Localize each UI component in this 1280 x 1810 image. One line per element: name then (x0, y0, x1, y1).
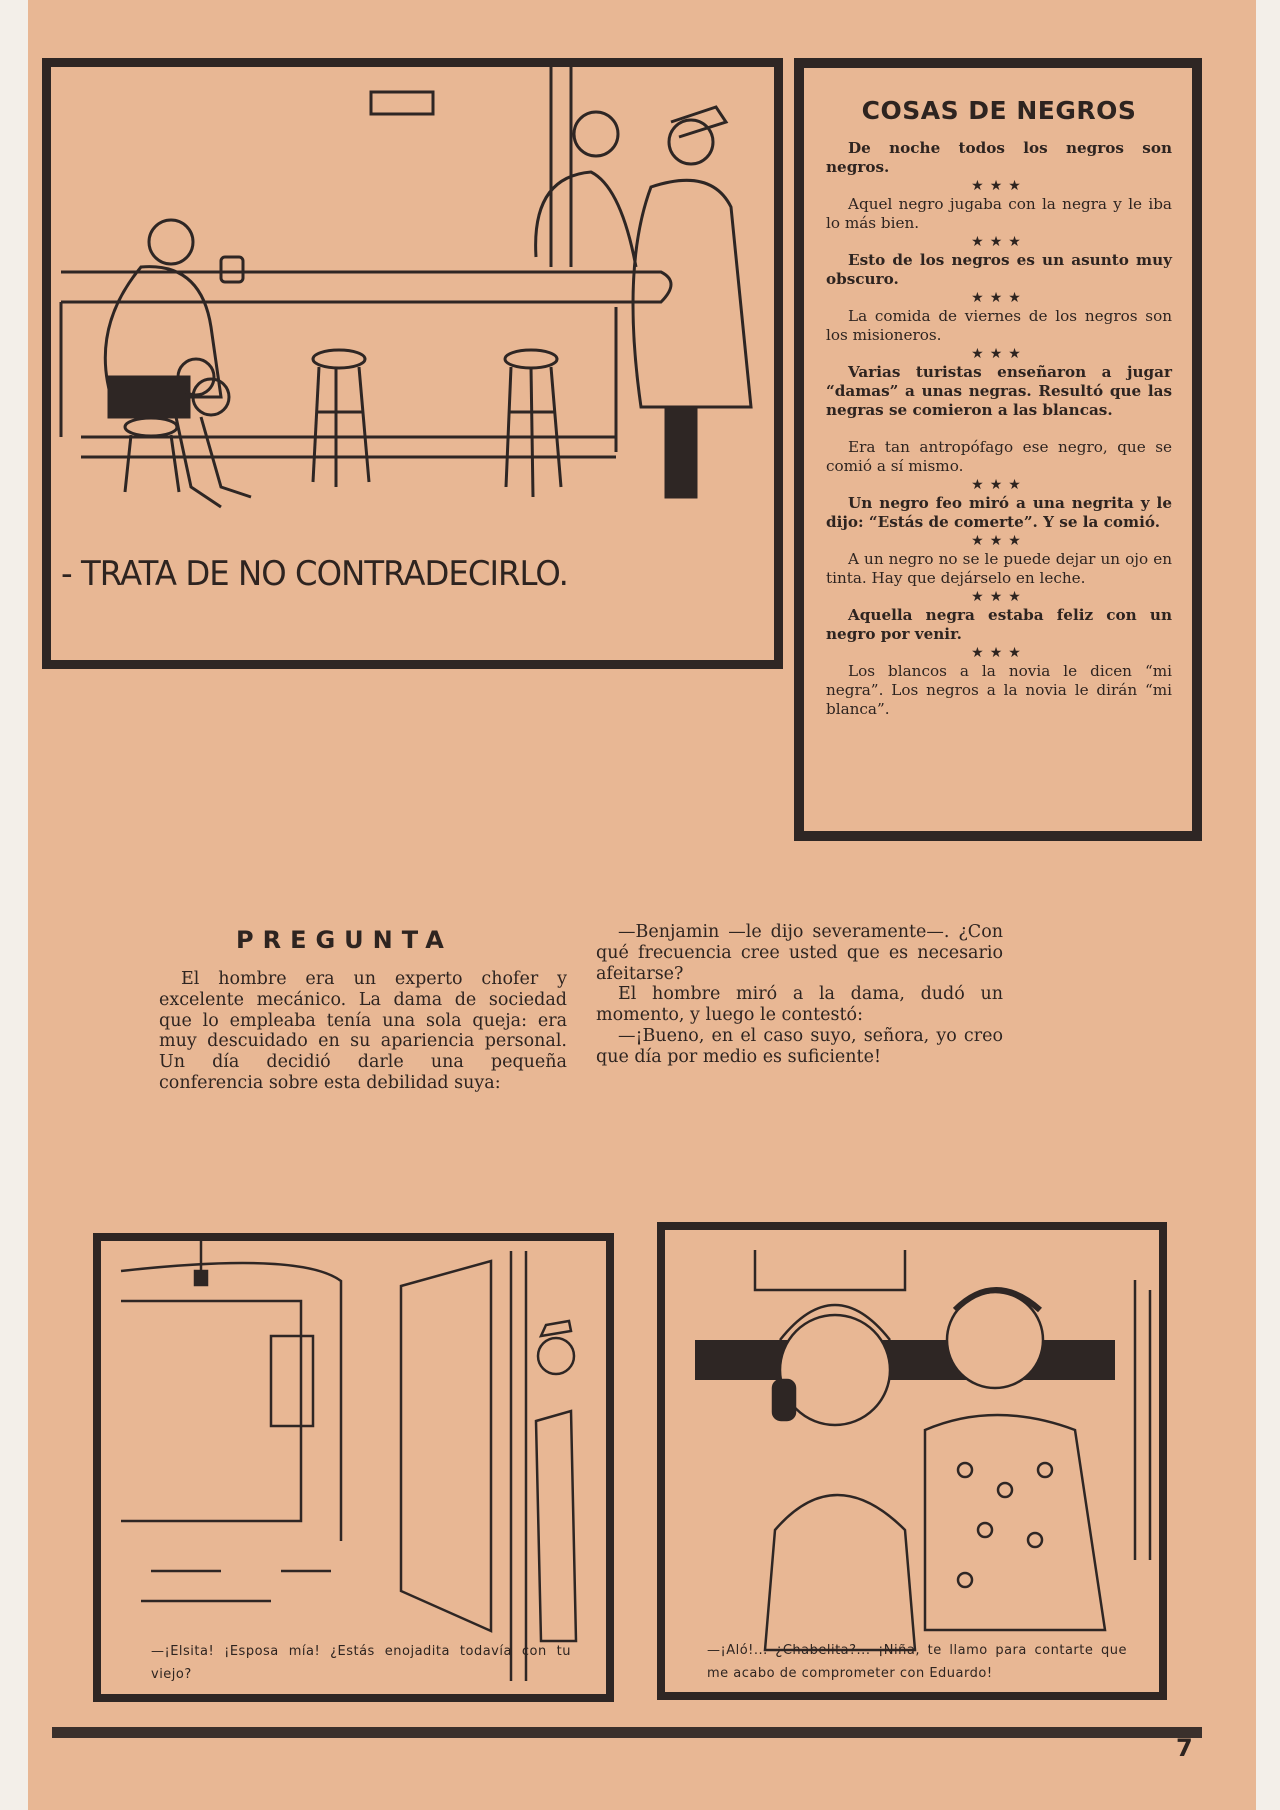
bar-cartoon (42, 58, 783, 669)
joke: Los blancos a la novia le dicen “mi negra”. Los negros a la novia le dirán “mi blanca”. (826, 662, 1172, 718)
star-separator: ★★★ (971, 234, 1027, 250)
door-scene-drawing (101, 1241, 606, 1694)
joke: La comida de viernes de los negros son los misioneros. (826, 307, 1172, 344)
star-separator: ★★★ (971, 533, 1027, 549)
joke: Aquella negra estaba feliz con un negro por venir. (826, 606, 1172, 643)
paragraph: El hombre era un experto chofer y excelente mecánico. La dama de sociedad que lo empleaba tenía una sola queja: era muy descuidado en su apariencia personal. Un día decidió darle una pequeña conferencia sobre esta debilidad suya: (159, 969, 567, 1093)
joke: Aquel negro jugaba con la negra y le iba lo más bien. (826, 195, 1172, 232)
star-separator: ★★★ (971, 477, 1027, 493)
box-title: COSAS DE NEGROS (861, 96, 1137, 125)
star-separator: ★★★ (971, 346, 1027, 362)
phone-scene-drawing (665, 1230, 1159, 1692)
star-separator: ★★★ (971, 589, 1027, 605)
joke: Un negro feo miró a una negrita y le dijo: “Estás de comerte”. Y se la comió. (826, 494, 1172, 531)
door-cartoon (93, 1233, 614, 1702)
joke: De noche todos los negros son negros. (826, 139, 1172, 176)
page-footer-rule (52, 1727, 1202, 1738)
article-column-right (596, 922, 1003, 1068)
page-number: 7 (1176, 1734, 1193, 1762)
joke: Varias turistas enseñaron a jugar “damas” a unas negras. Resultó que las negras se comieron a las blancas. (826, 363, 1172, 419)
cosas-de-negros-box (794, 58, 1202, 841)
joke: Era tan antropófago ese negro, que se comió a sí mismo. (826, 438, 1172, 475)
star-separator: ★★★ (971, 290, 1027, 306)
cartoon-caption: - TRATA DE NO CONTRADECIRLO. (61, 554, 568, 594)
paragraph: El hombre miró a la dama, dudó un momento, y luego le contestó: (596, 984, 1003, 1026)
panel-caption: —¡Aló!... ¿Chabelita?... ¡Niña, te llamo para contarte que me acabo de comprometer con Eduardo! (707, 1643, 1127, 1681)
phone-cartoon (657, 1222, 1167, 1700)
paragraph: —¡Bueno, en el caso suyo, señora, yo creo que día por medio es suficiente! (596, 1025, 1003, 1067)
article-title: PREGUNTA (236, 926, 453, 954)
joke: Esto de los negros es un asunto muy obscuro. (826, 251, 1172, 288)
article-column-left (159, 969, 567, 1094)
panel-caption: —¡Elsita! ¡Esposa mía! ¿Estás enojadita todavía con tu viejo? (151, 1644, 571, 1682)
joke: A un negro no se le puede dejar un ojo en tinta. Hay que dejárselo en leche. (826, 550, 1172, 587)
paragraph: —Benjamin —le dijo severamente—. ¿Con qué frecuencia cree usted que es necesario afeitarse? (596, 922, 1003, 984)
star-separator: ★★★ (971, 178, 1027, 194)
star-separator: ★★★ (971, 645, 1027, 661)
